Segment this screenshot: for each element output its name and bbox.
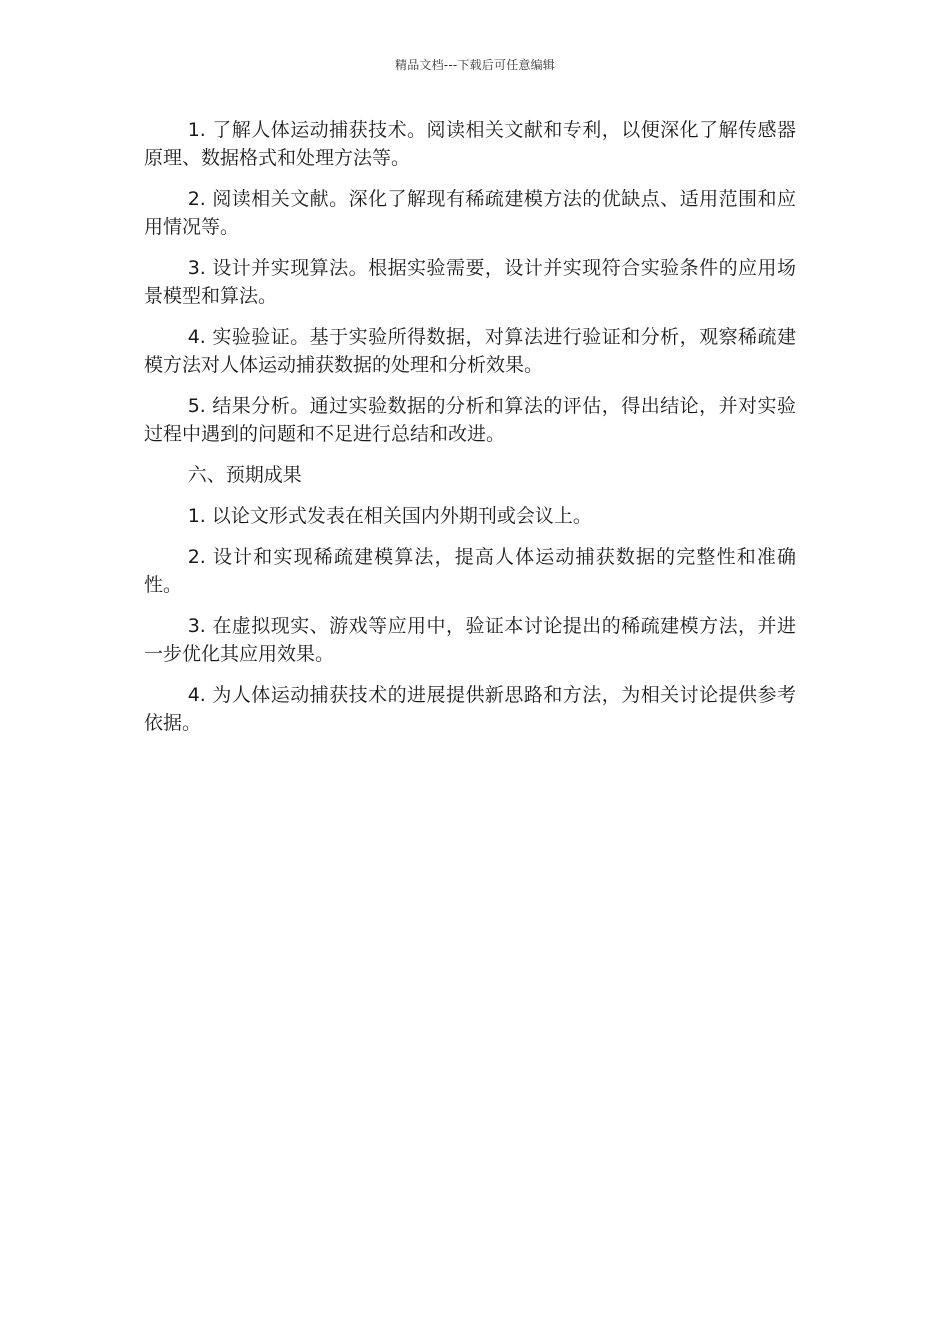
paragraph-step-5: 5. 结果分析。通过实验数据的分析和算法的评估，得出结论，并对实验过程中遇到的问题和不足进行总结和改进。 — [144, 395, 796, 445]
paragraph-result-4: 4. 为人体运动捕获技术的进展提供新思路和方法，为相关讨论提供参考依据。 — [144, 684, 796, 734]
page-header: 精品文档---下载后可任意编辑 — [395, 58, 555, 72]
paragraph-step-1: 1. 了解人体运动捕获技术。阅读相关文献和专利，以便深化了解传感器原理、数据格式和处理方法等。 — [144, 119, 796, 169]
paragraph-step-2: 2. 阅读相关文献。深化了解现有稀疏建模方法的优缺点、适用范围和应用情况等。 — [144, 188, 796, 238]
paragraph-step-4: 4. 实验验证。基于实验所得数据，对算法进行验证和分析，观察稀疏建模方法对人体运动捕获数据的处理和分析效果。 — [144, 326, 796, 376]
paragraph-step-3: 3. 设计并实现算法。根据实验需要，设计并实现符合实验条件的应用场景模型和算法。 — [144, 257, 796, 307]
section-heading-expected-results: 六、预期成果 — [187, 464, 302, 486]
paragraph-result-1: 1. 以论文形式发表在相关国内外期刊或会议上。 — [187, 505, 592, 527]
paragraph-result-3: 3. 在虚拟现实、游戏等应用中，验证本讨论提出的稀疏建模方法，并进一步优化其应用效果。 — [144, 615, 796, 665]
paragraph-result-2: 2. 设计和实现稀疏建模算法，提高人体运动捕获数据的完整性和准确性。 — [144, 546, 796, 596]
document-body — [144, 116, 796, 750]
